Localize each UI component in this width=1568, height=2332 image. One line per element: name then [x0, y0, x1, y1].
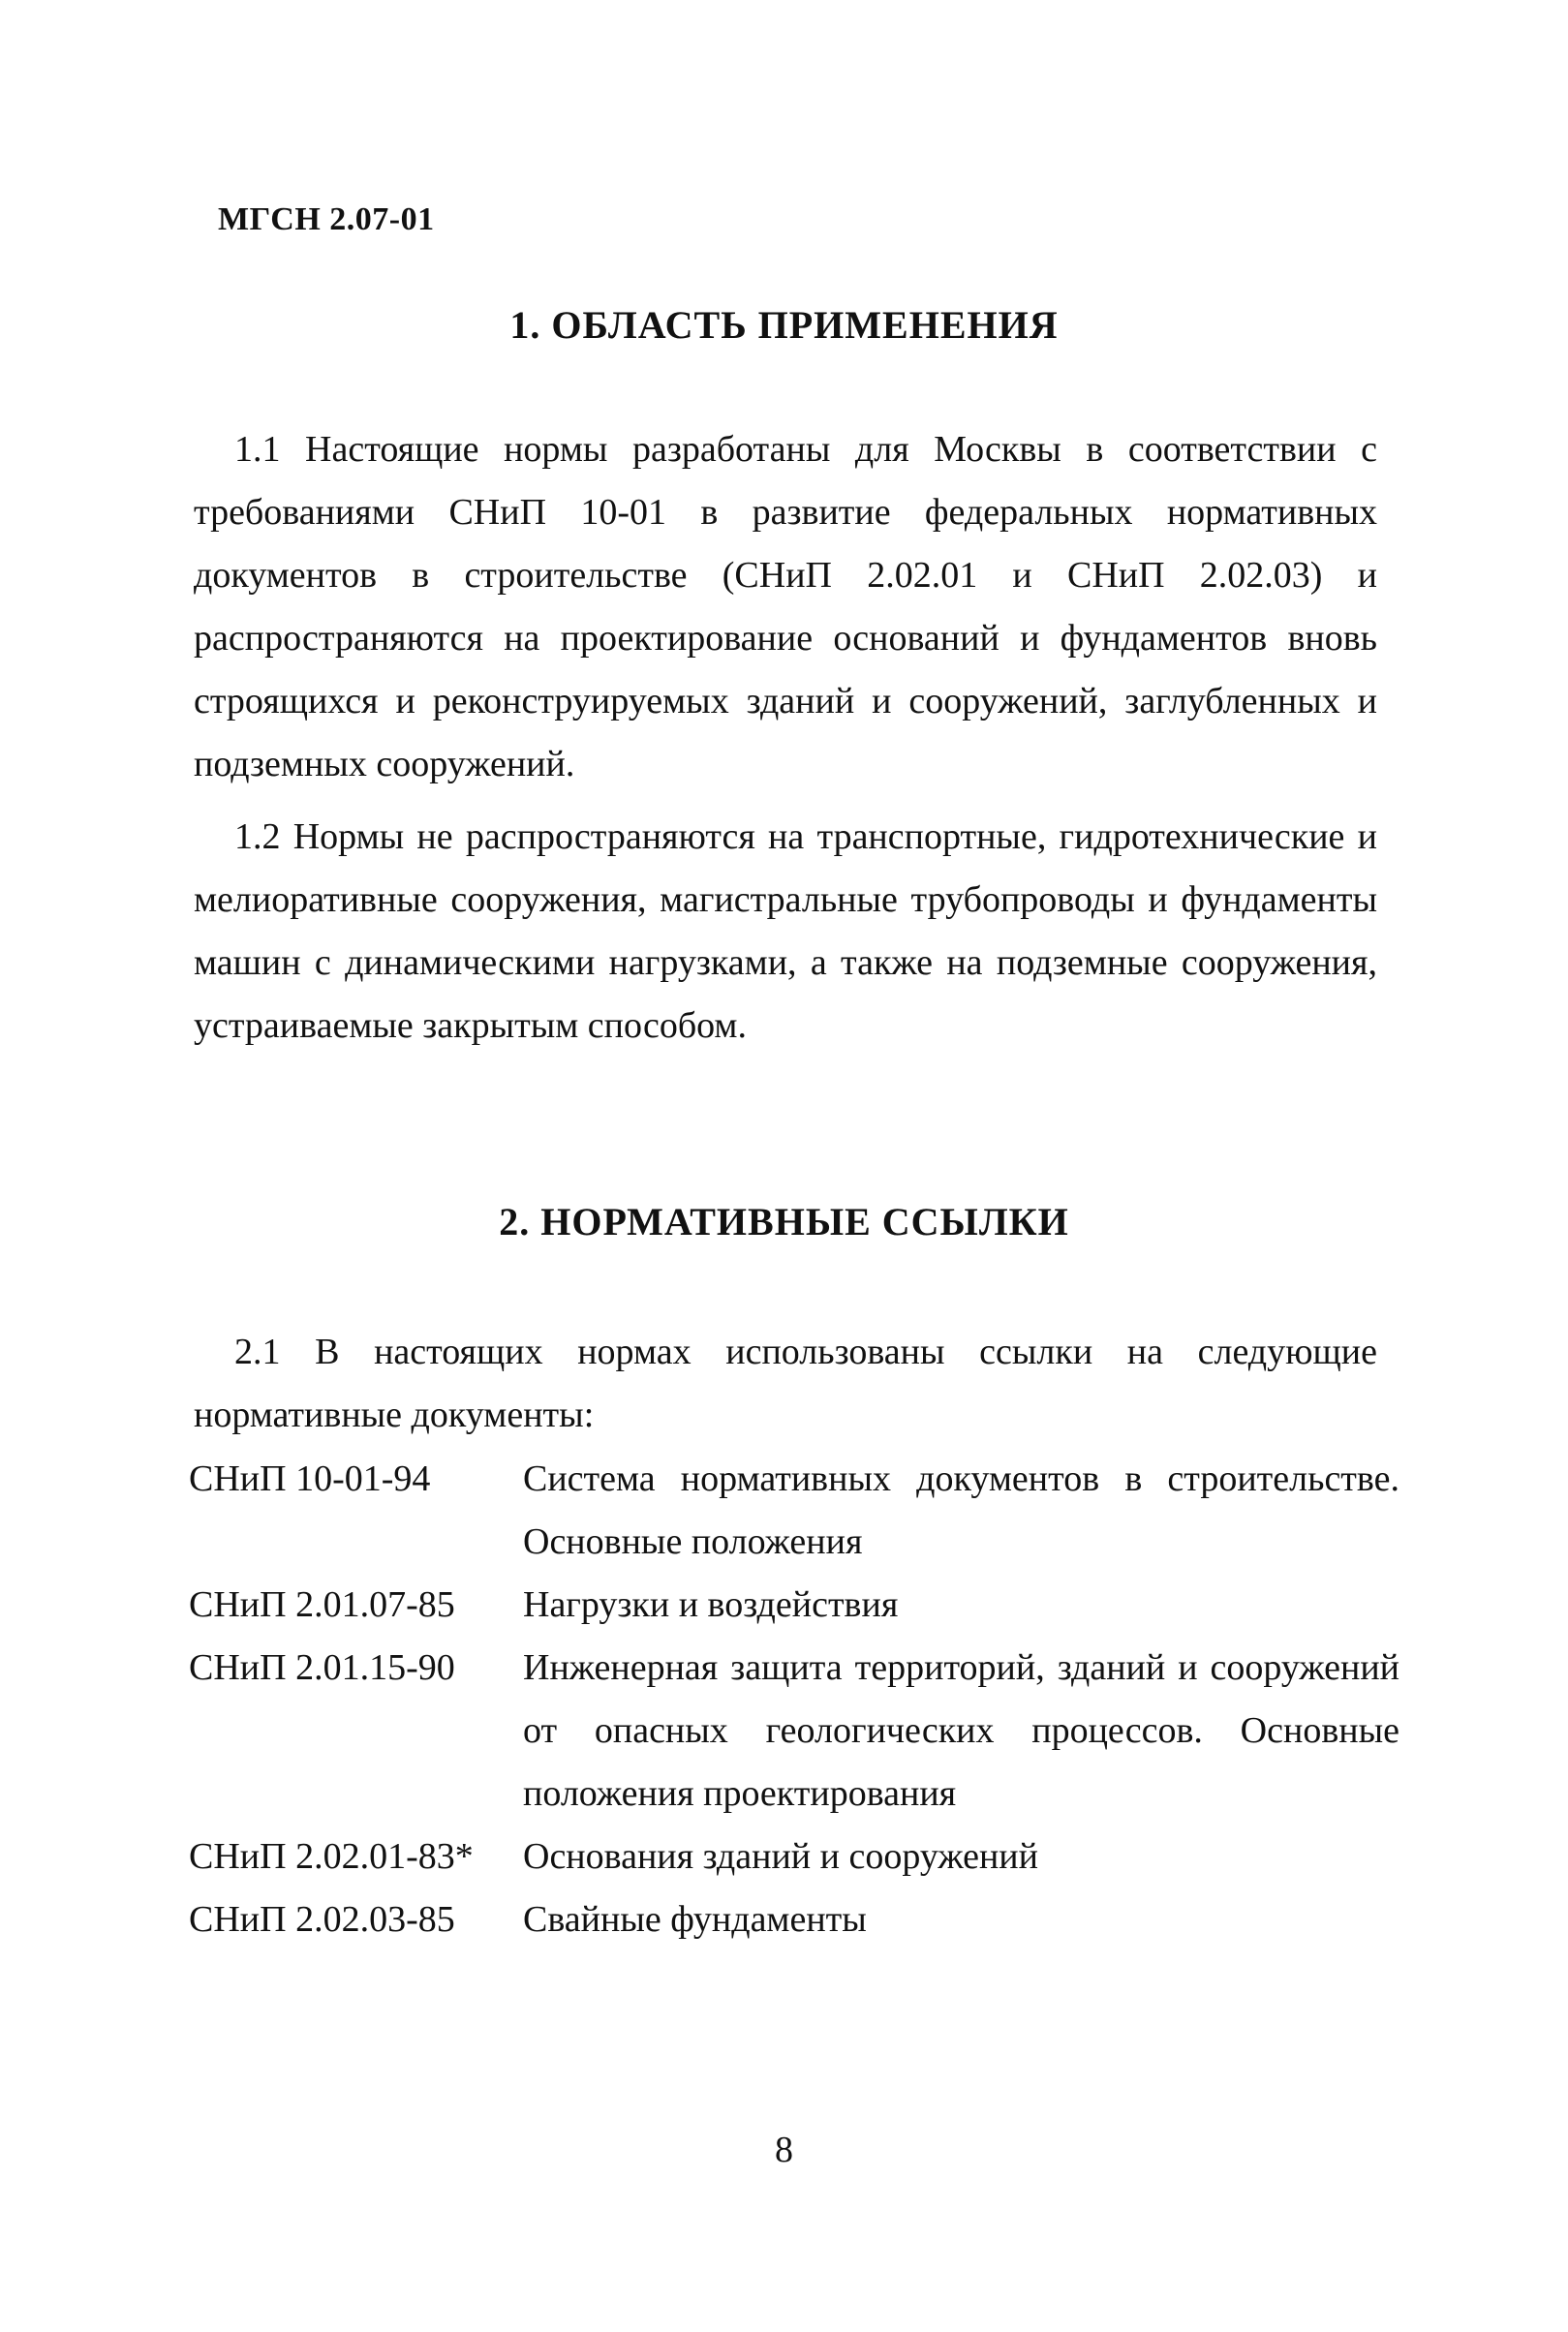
page-number: 8 [775, 2130, 793, 2170]
paragraph-1-2: 1.2 Нормы не распространяются на транспортные, гидротехнические и мелиоративные сооружения, магистральные трубопроводы и фундаменты машин с динамическими нагрузками, а также на подземные сооружения, устраиваемые закрытым способом. [194, 816, 1377, 1046]
reference-description: Нагрузки и воздействия [523, 1584, 899, 1625]
reference-description: Инженерная защита территорий, зданий и сооружений от опасных геологических процессов. Основные положения проектирования [523, 1647, 1399, 1814]
reference-code: СНиП 2.01.15-90 [189, 1647, 455, 1688]
reference-code: СНиП 2.01.07-85 [189, 1584, 455, 1625]
document-code: МГСН 2.07-01 [218, 201, 435, 237]
reference-item [189, 1888, 1399, 1951]
references-list [189, 1448, 1399, 1951]
reference-item [189, 1637, 1399, 1826]
section-2-title: 2. НОРМАТИВНЫЕ ССЫЛКИ [499, 1200, 1069, 1243]
reference-item [189, 1826, 1399, 1888]
reference-code: СНиП 2.02.01-83* [189, 1836, 474, 1877]
reference-code: СНиП 2.02.03-85 [189, 1899, 455, 1940]
paragraph-1-1: 1.1 Настоящие нормы разработаны для Москвы в соответствии с требованиями СНиП 10-01 в развитие федеральных нормативных документов в строительстве (СНиП 2.02.01 и СНиП 2.02.03) и распространяются на проектирование оснований и фундаментов вновь строящихся и реконструируемых зданий и сооружений, заглубленных и подземных сооружений. [194, 429, 1377, 784]
reference-item [189, 1448, 1399, 1574]
reference-code: СНиП 10-01-94 [189, 1458, 431, 1499]
reference-description: Основания зданий и сооружений [523, 1836, 1038, 1877]
paragraph-2-1: 2.1 В настоящих нормах использованы ссылки на следующие нормативные документы: [194, 1332, 1377, 1435]
section-1-title: 1. ОБЛАСТЬ ПРИМЕНЕНИЯ [509, 303, 1059, 347]
reference-description: Система нормативных документов в строительстве. Основные положения [523, 1458, 1399, 1562]
reference-item [189, 1574, 1399, 1637]
reference-description: Свайные фундаменты [523, 1899, 867, 1940]
